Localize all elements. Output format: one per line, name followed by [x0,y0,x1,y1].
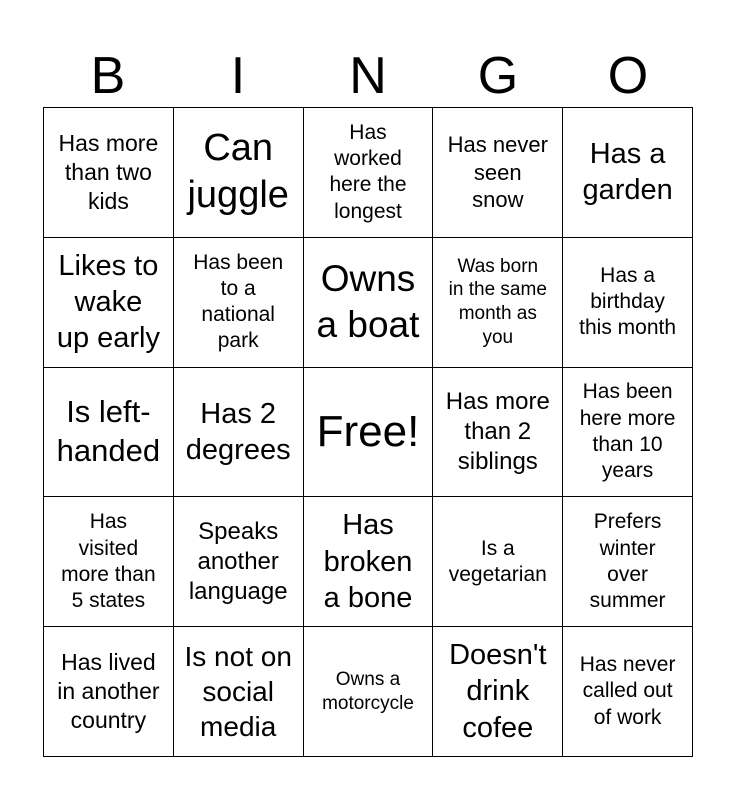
header-letter-i: I [230,47,246,105]
header-letter-b: B [90,47,126,105]
bingo-cell-label: Can juggle [187,126,289,217]
bingo-cell-label: Has never seen snow [447,132,548,213]
bingo-cell[interactable] [433,238,563,368]
bingo-cell-label: Has more than 2 siblings [445,387,550,475]
bingo-cell[interactable] [44,238,174,368]
bingo-cell[interactable] [304,238,434,368]
bingo-cell-label: Has broken a bone [323,509,413,614]
bingo-card-grid [43,107,693,757]
bingo-cell-label: Doesn't drink cofee [449,639,547,744]
bingo-cell-label: Has been to a national park [193,250,284,353]
bingo-cell-label: Has lived in another country [57,649,160,733]
bingo-cell-label: Has worked here the longest [329,120,407,223]
bingo-cell[interactable] [174,627,304,757]
bingo-cell-label: Has been here more than 10 years [579,380,676,483]
bingo-cell[interactable] [44,627,174,757]
bingo-header [43,44,693,108]
bingo-cell[interactable] [304,108,434,238]
bingo-cell[interactable] [433,368,563,498]
bingo-cell-label: Has more than two kids [58,130,159,214]
header-letter-g: G [477,47,519,105]
bingo-cell[interactable] [304,368,434,498]
bingo-cell[interactable] [563,368,693,498]
bingo-cell[interactable] [174,497,304,627]
bingo-cell[interactable] [563,497,693,627]
bingo-cell-label: Is left- handed [56,394,161,468]
bingo-cell-label: Speaks another language [188,517,288,605]
bingo-cell[interactable] [174,108,304,238]
bingo-cell-label: Has never called out of work [579,653,676,729]
bingo-cell-label: Owns a motorcycle [322,668,414,714]
bingo-cell[interactable] [304,497,434,627]
header-letter-o: O [607,47,649,105]
bingo-cell-label: Likes to wake up early [56,249,160,355]
bingo-cell-label: Free! [316,407,420,457]
bingo-cell-label: Is not on social media [184,641,292,743]
bingo-cell-label: Owns a boat [316,257,420,346]
bingo-cell[interactable] [44,497,174,627]
bingo-cell[interactable] [433,627,563,757]
bingo-cell[interactable] [433,108,563,238]
bingo-cell[interactable] [563,108,693,238]
bingo-cell-label: Prefers winter over summer [589,510,666,613]
bingo-cell[interactable] [174,238,304,368]
bingo-cell[interactable] [44,368,174,498]
bingo-cell[interactable] [433,497,563,627]
bingo-cell[interactable] [174,368,304,498]
bingo-cell[interactable] [563,627,693,757]
bingo-cell-label: Has a birthday this month [579,263,677,340]
bingo-cell[interactable] [563,238,693,368]
header-letter-n: N [349,47,387,105]
bingo-cell-label: Has 2 degrees [185,397,291,466]
bingo-cell[interactable] [304,627,434,757]
bingo-cell-label: Was born in the same month as you [448,255,547,348]
bingo-cell-label: Is a vegetarian [448,536,547,586]
bingo-cell-label: Has visited more than 5 states [61,510,156,613]
bingo-cell-label: Has a garden [582,138,673,207]
bingo-cell[interactable] [44,108,174,238]
